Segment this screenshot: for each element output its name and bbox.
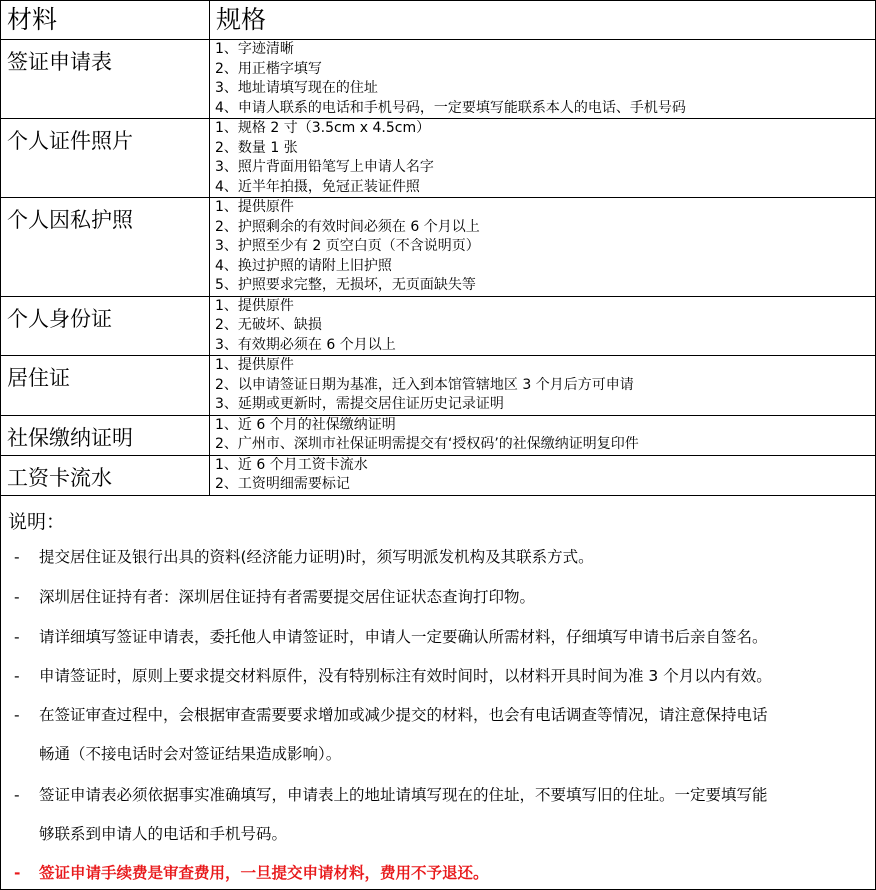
note-bullet: - (14, 786, 20, 804)
note-text: 在签证审查过程中，会根据审查需要要求增加或减少提交的材料，也会有电话调查等情况，请注意保持电话 (39, 706, 768, 724)
spec-line: 3、有效期必须在 6 个月以上 (215, 336, 396, 353)
spec-cell (210, 455, 876, 495)
table-row (1, 356, 876, 416)
spec-cell (210, 119, 876, 198)
note-bullet: - (14, 667, 20, 685)
spec-line: 1、规格 2 寸（3.5cm x 4.5cm） (215, 120, 431, 136)
spec-line: 2、数量 1 张 (215, 139, 298, 156)
material-name: 居住证 (1, 356, 210, 416)
spec-line: 4、申请人联系的电话和手机号码，一定要填写能联系本人的电话、手机号码 (215, 99, 686, 116)
table-row (1, 415, 876, 455)
note-item (14, 585, 535, 607)
note-bullet: - (14, 588, 20, 606)
material-name: 个人因私护照 (1, 198, 210, 297)
note-text: 签证申请表必须依据事实准确填写，申请表上的地址请填写现在的住址，不要填写旧的住址。一定要填写能 (39, 786, 768, 804)
spec-line: 2、用正楷字填写 (215, 60, 322, 77)
note-item (14, 545, 594, 567)
spec-line: 2、广州市、深圳市社保证明需提交有‘授权码’的社保缴纳证明复印件 (215, 436, 639, 452)
material-name: 个人证件照片 (1, 119, 210, 198)
material-name: 工资卡流水 (1, 455, 210, 495)
note-bullet: - (14, 864, 21, 882)
table-body (1, 40, 876, 496)
table-header-row (1, 1, 876, 40)
note-bullet: - (14, 706, 20, 724)
note-bullet: - (14, 628, 20, 646)
table-row (1, 40, 876, 119)
note-bullet: - (14, 548, 20, 566)
table-row (1, 455, 876, 495)
note-text: 申请签证时，原则上要求提交材料原件，没有特别标注有效时间时，以材料开具时间为准 3 个月以内有效。 (39, 667, 772, 685)
spec-line: 1、近 6 个月工资卡流水 (215, 456, 368, 473)
table-row (1, 198, 876, 297)
spec-line: 1、近 6 个月的社保缴纳证明 (215, 416, 396, 433)
spec-line: 2、以申请签证日期为基准，迁入到本馆管辖地区 3 个月后方可申请 (215, 376, 634, 393)
spec-line: 3、地址请填写现在的住址 (215, 80, 378, 96)
spec-line: 3、照片背面用铅笔写上申请人名字 (215, 159, 434, 175)
spec-line: 4、换过护照的请附上旧护照 (215, 257, 392, 274)
note-text: 提交居住证及银行出具的资料(经济能力证明)时，须写明派发机构及其联系方式。 (39, 548, 594, 566)
header-material: 材料 (1, 1, 210, 40)
table-row (1, 119, 876, 198)
spec-line: 1、提供原件 (215, 199, 294, 215)
note-continuation: 够联系到申请人的电话和手机号码。 (39, 825, 288, 843)
note-text: 深圳居住证持有者：深圳居住证持有者需要提交居住证状态查询打印物。 (39, 588, 536, 606)
spec-cell (210, 356, 876, 416)
table-row (1, 296, 876, 356)
note-item (14, 861, 489, 883)
header-spec: 规格 (210, 1, 876, 40)
spec-line: 2、护照剩余的有效时间必须在 6 个月以上 (215, 218, 480, 235)
note-item (14, 625, 768, 647)
spec-cell (210, 40, 876, 119)
notes-title: 说明： (8, 511, 66, 533)
material-name: 签证申请表 (1, 40, 210, 119)
spec-line: 2、工资明细需要标记 (215, 476, 350, 492)
note-item (14, 783, 768, 805)
spec-line: 4、近半年拍摄，免冠正装证件照 (215, 178, 420, 195)
spec-cell (210, 198, 876, 297)
note-item (14, 703, 768, 725)
spec-line: 5、护照要求完整，无损坏，无页面缺失等 (215, 277, 476, 293)
spec-line: 3、延期或更新时，需提交居住证历史记录证明 (215, 396, 504, 412)
spec-line: 1、提供原件 (215, 357, 294, 373)
note-item (14, 664, 772, 686)
spec-line: 1、字迹清晰 (215, 41, 294, 57)
note-text: 签证申请手续费是审查费用，一旦提交申请材料，费用不予退还。 (39, 864, 489, 882)
spec-cell (210, 296, 876, 356)
note-text: 请详细填写签证申请表，委托他人申请签证时，申请人一定要确认所需材料，仔细填写申请书后亲自签名。 (39, 628, 768, 646)
spec-cell (210, 415, 876, 455)
material-name: 个人身份证 (1, 296, 210, 356)
spec-line: 2、无破坏、缺损 (215, 317, 322, 333)
spec-line: 3、护照至少有 2 页空白页（不含说明页） (215, 238, 480, 254)
spec-line: 1、提供原件 (215, 297, 294, 314)
note-continuation: 畅通（不接电话时会对签证结果造成影响）。 (39, 745, 342, 763)
material-name: 社保缴纳证明 (1, 415, 210, 455)
